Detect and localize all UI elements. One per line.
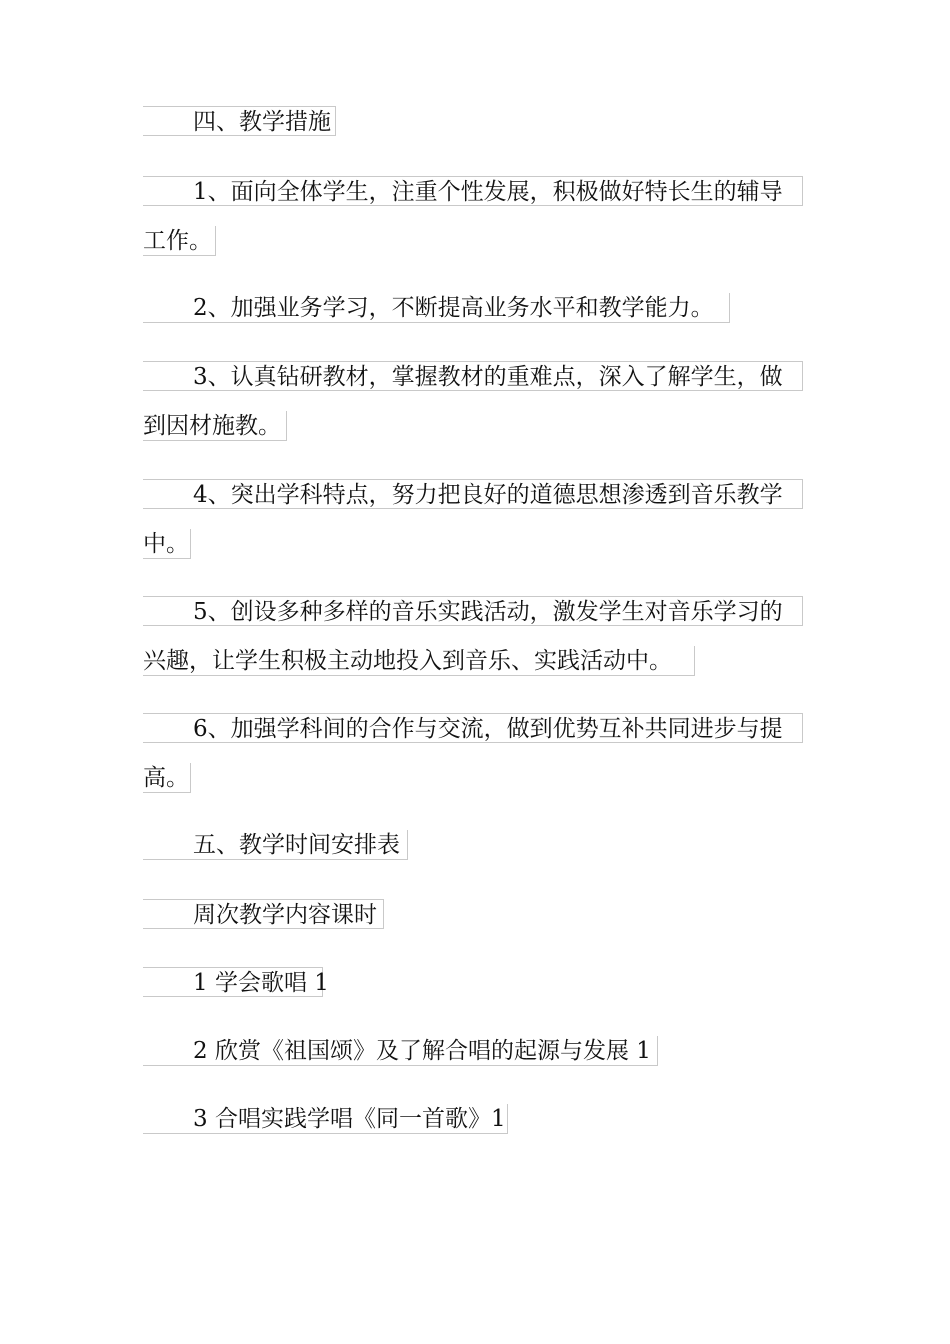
schedule-row-3: 3 合唱实践学唱《同一首歌》1 <box>143 1104 508 1134</box>
measure-3-line-1: 3、认真钻研教材，掌握教材的重难点，深入了解学生，做 <box>143 361 803 391</box>
schedule-row-1: 1 学会歌唱 1 <box>143 967 323 997</box>
measure-4-line-2: 中。 <box>143 531 189 557</box>
section-heading-schedule: 五、教学时间安排表 <box>143 830 408 860</box>
measure-6-line-1: 6、加强学科间的合作与交流，做到优势互补共同进步与提 <box>143 713 803 743</box>
measure-5-line-2: 兴趣，让学生积极主动地投入到音乐、实践活动中。 <box>143 646 695 676</box>
schedule-header: 周次教学内容课时 <box>143 899 384 929</box>
section-heading-teaching-measures: 四、教学措施 <box>143 106 336 136</box>
measure-4-line-1: 4、突出学科特点，努力把良好的道德思想渗透到音乐教学 <box>143 479 803 509</box>
measure-5-line-1: 5、创设多种多样的音乐实践活动，激发学生对音乐学习的 <box>143 596 803 626</box>
measure-3-line-2: 到因材施教。 <box>143 411 287 441</box>
measure-1-line-2: 工作。 <box>143 226 216 256</box>
measure-1-line-1: 1、面向全体学生，注重个性发展，积极做好特长生的辅导 <box>143 176 803 206</box>
measure-2: 2、加强业务学习，不断提高业务水平和教学能力。 <box>143 293 730 323</box>
measure-6-line-2: 高。 <box>143 765 189 791</box>
schedule-row-2: 2 欣赏《祖国颂》及了解合唱的起源与发展 1 <box>143 1036 658 1066</box>
